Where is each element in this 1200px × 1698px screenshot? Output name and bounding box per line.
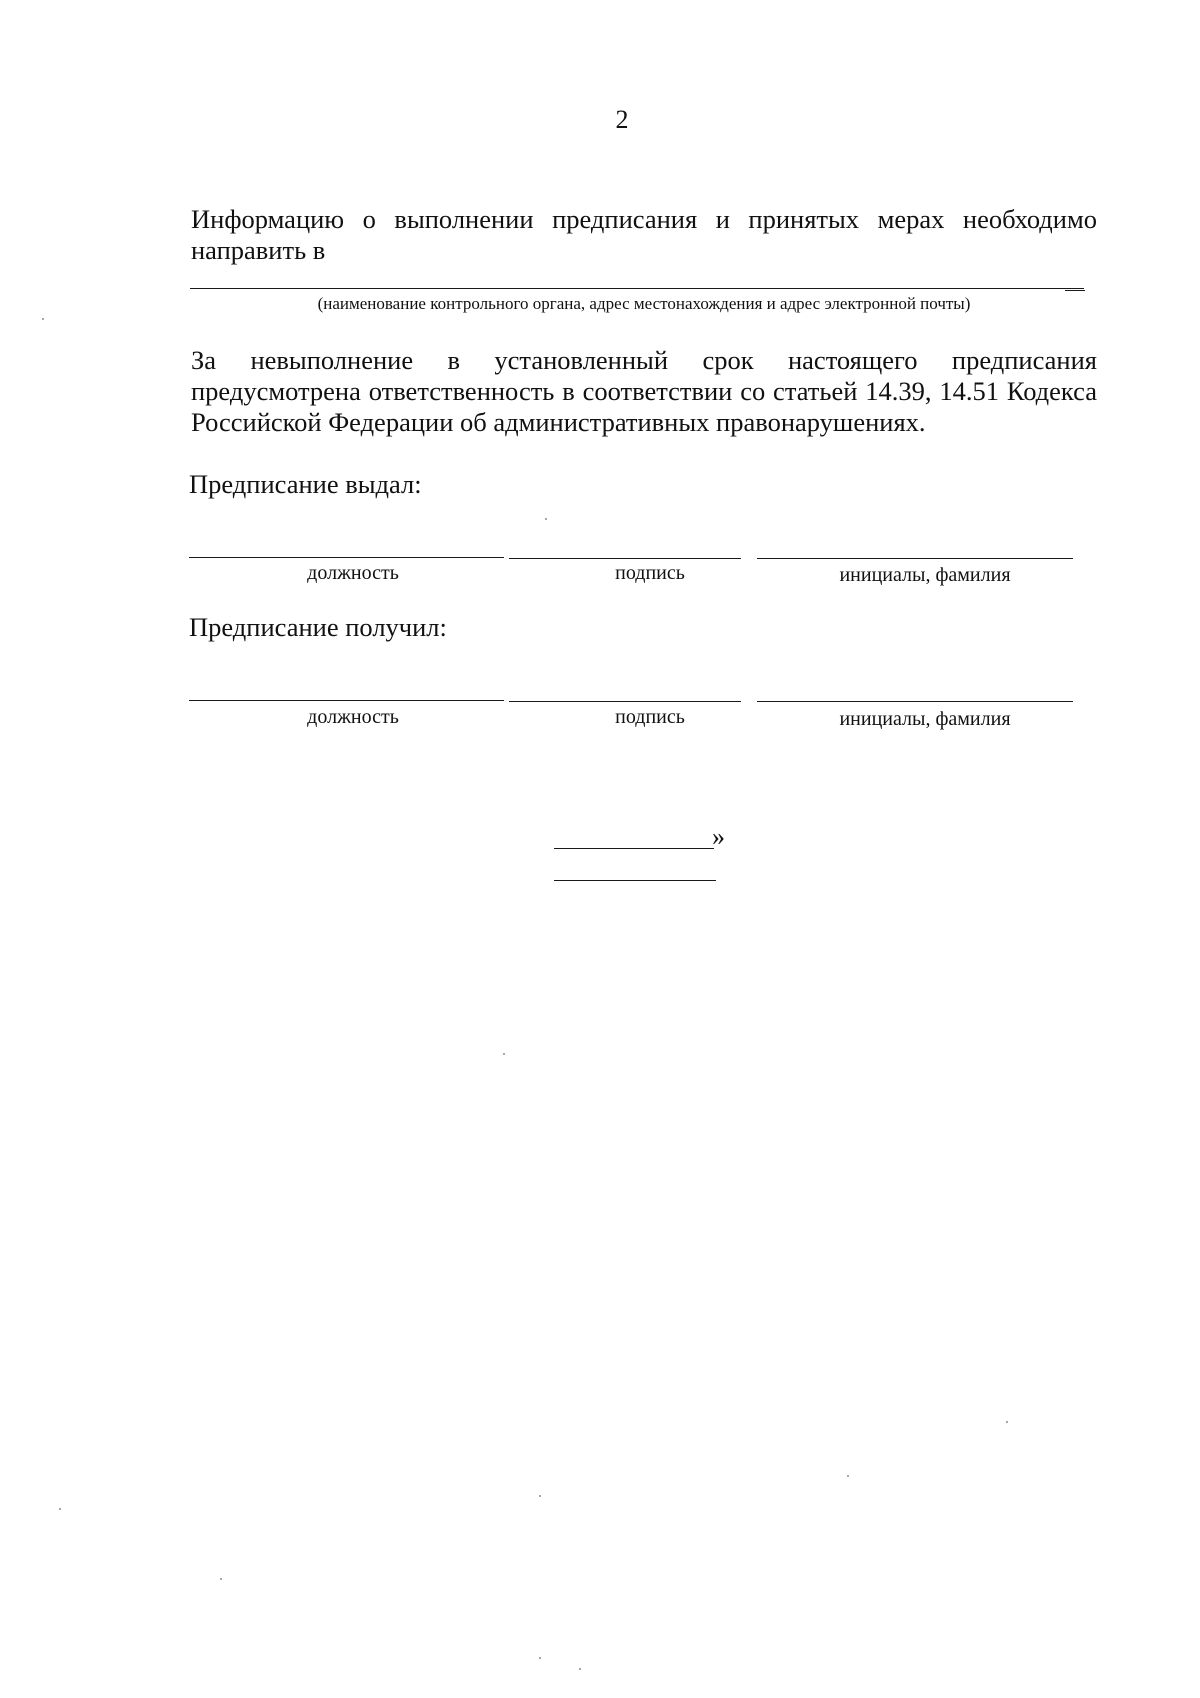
page-number: 2 [615, 105, 629, 134]
scan-speck [503, 1053, 505, 1055]
info-paragraph: Информацию о выполнении предписания и принятых мерах необходимо направить в [191, 204, 1097, 265]
issued-name-caption: инициалы, фамилия [839, 564, 1011, 586]
control-body-caption: (наименование контрольного органа, адрес местонахождения и адрес электронной почты) [317, 294, 971, 313]
issued-position-caption: должность [307, 562, 399, 584]
date-day-line [554, 848, 714, 849]
received-name-caption: инициалы, фамилия [839, 708, 1011, 730]
issued-name-line [757, 558, 1073, 559]
issued-by-heading: Предписание выдал: [189, 469, 422, 499]
scan-speck [539, 1495, 541, 1497]
received-name-line [757, 701, 1073, 702]
control-body-blank-line-tail [1065, 290, 1085, 291]
issued-signature-caption: подпись [615, 562, 685, 584]
issued-position-line [189, 557, 504, 558]
scan-speck [59, 1508, 61, 1510]
received-position-caption: должность [307, 706, 399, 728]
scan-speck [847, 1475, 849, 1477]
scan-speck [1006, 1421, 1008, 1423]
received-by-heading: Предписание получил: [189, 612, 447, 642]
received-signature-line [509, 701, 741, 702]
received-signature-caption: подпись [615, 706, 685, 728]
scan-speck [42, 318, 44, 320]
date-month-line [554, 880, 716, 881]
liability-paragraph: За невыполнение в установленный срок настоящего предписания предусмотрена ответственность в соответствии со статьей 14.39, 14.51 Кодекса Российской Федерации об административных правонарушениях. [191, 345, 1097, 437]
date-closing-quote: » [712, 822, 725, 851]
issued-signature-line [509, 558, 741, 559]
scan-speck [579, 1668, 581, 1670]
scan-speck [539, 1657, 541, 1659]
scan-speck [545, 518, 547, 520]
control-body-blank-line [190, 288, 1084, 289]
scan-speck [220, 1578, 222, 1580]
received-position-line [189, 700, 504, 701]
